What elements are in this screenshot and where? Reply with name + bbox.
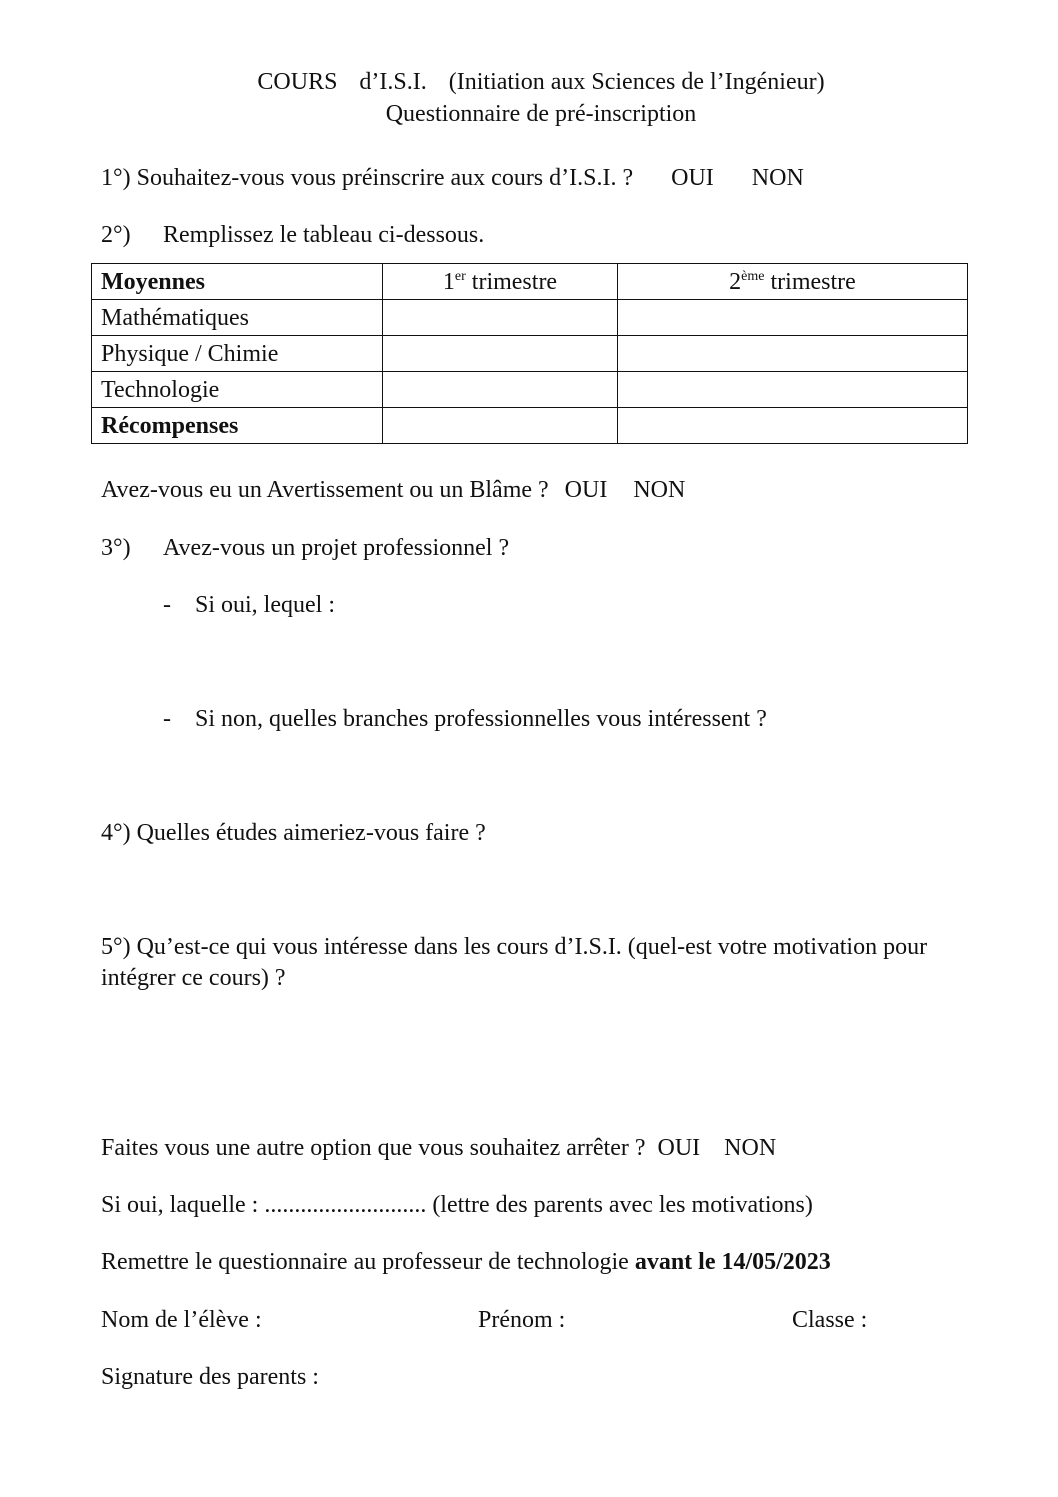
- submit-instruction: [101, 1250, 831, 1274]
- warning-yes-option[interactable]: OUI: [564, 477, 608, 503]
- table-row: [92, 300, 968, 336]
- student-class-label: Classe :: [792, 1307, 868, 1333]
- title-cours: COURS: [257, 69, 338, 95]
- option-yes-option[interactable]: OUI: [657, 1135, 701, 1161]
- question-5-line-2: intégrer ce cours) ?: [101, 965, 286, 991]
- grades-table: [91, 263, 968, 444]
- bullet-dash: -: [163, 592, 171, 618]
- cell-technologie-t1[interactable]: [383, 372, 618, 408]
- cell-recompenses-t1[interactable]: [383, 408, 618, 444]
- table-header-trimester-1: 1er trimestre: [383, 264, 618, 300]
- warning-question: [101, 478, 685, 502]
- option-no-option[interactable]: NON: [724, 1135, 777, 1161]
- table-row: [92, 336, 968, 372]
- cell-physique-t1[interactable]: [383, 336, 618, 372]
- question-2-number: 2°): [101, 222, 131, 248]
- cell-physique-t2[interactable]: [618, 336, 968, 372]
- row-label-technologie: Technologie: [92, 372, 383, 408]
- table-row: [92, 408, 968, 444]
- question-3-text: Avez-vous un projet professionnel ?: [163, 535, 510, 561]
- which-option: Si oui, laquelle : ........................... (lettre des parents avec les motivations): [101, 1192, 813, 1218]
- bullet-dash: -: [163, 706, 171, 732]
- title-isi: d’I.S.I.: [359, 69, 427, 95]
- table-header-trimester-2: 2ème trimestre: [618, 264, 968, 300]
- question-1-text: 1°) Souhaitez-vous vous préinscrire aux cours d’I.S.I. ?: [101, 165, 634, 191]
- row-label-recompenses: Récompenses: [92, 408, 383, 444]
- parent-signature-label: Signature des parents :: [101, 1364, 319, 1390]
- student-firstname-label: Prénom :: [478, 1307, 566, 1333]
- row-label-maths: Mathématiques: [92, 300, 383, 336]
- cell-technologie-t2[interactable]: [618, 372, 968, 408]
- warning-text: Avez-vous eu un Avertissement ou un Blâme ?: [101, 477, 549, 503]
- submit-text: Remettre le questionnaire au professeur de technologie: [101, 1249, 635, 1275]
- question-2: [101, 223, 484, 247]
- table-header-moyennes: Moyennes: [92, 264, 383, 300]
- option-text: Faites vous une autre option que vous souhaitez arrêter ?: [101, 1135, 646, 1161]
- question-3-yes-text: Si oui, lequel :: [195, 592, 335, 618]
- cell-maths-t2[interactable]: [618, 300, 968, 336]
- cell-recompenses-t2[interactable]: [618, 408, 968, 444]
- cell-maths-t1[interactable]: [383, 300, 618, 336]
- student-name-label: Nom de l’élève :: [101, 1307, 262, 1333]
- option-question: [101, 1136, 776, 1160]
- question-3-bullet-no: [163, 707, 767, 731]
- question-1-yes-option[interactable]: OUI: [671, 165, 714, 191]
- title-subtitle: (Initiation aux Sciences de l’Ingénieur): [448, 69, 825, 95]
- question-4: 4°) Quelles études aimeriez-vous faire ?: [101, 820, 486, 846]
- table-header-row: [92, 264, 968, 300]
- question-3: [101, 536, 509, 560]
- question-1-no-option[interactable]: NON: [751, 165, 804, 191]
- document-subtitle: Questionnaire de pré-inscription: [385, 101, 697, 127]
- question-3-number: 3°): [101, 535, 131, 561]
- question-5-line-1: 5°) Qu’est-ce qui vous intéresse dans les cours d’I.S.I. (quel-est votre motivation pour: [101, 934, 928, 960]
- question-2-text: Remplissez le tableau ci-dessous.: [163, 222, 485, 248]
- warning-no-option[interactable]: NON: [633, 477, 686, 503]
- question-3-bullet-yes: [163, 593, 335, 617]
- submit-deadline: avant le 14/05/2023: [634, 1249, 831, 1275]
- table-row: [92, 372, 968, 408]
- question-3-no-text: Si non, quelles branches professionnelles vous intéressent ?: [195, 706, 767, 732]
- document-title: [0, 70, 1058, 94]
- row-label-physique: Physique / Chimie: [92, 336, 383, 372]
- question-1: [101, 166, 804, 190]
